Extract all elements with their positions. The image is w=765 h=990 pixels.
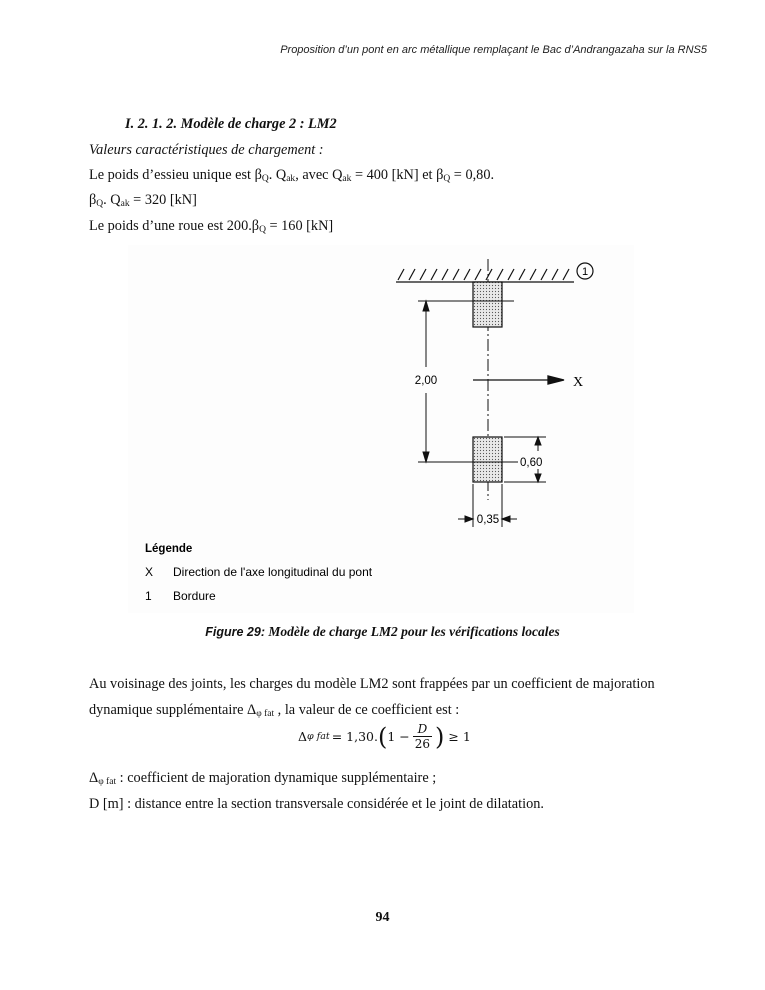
svg-text:1: 1	[581, 266, 589, 278]
page-number: 94	[375, 910, 390, 925]
definition-d: D [m] : distance entre la section transversale considérée et le joint de dilatation.	[89, 796, 544, 812]
running-header: Proposition d’un pont en arc métallique remplaçant le Bac d’Andrangazaha sur la RNS5	[280, 44, 707, 56]
legend-key-x: X	[145, 565, 154, 579]
paragraph-line-2: dynamique supplémentaire $\Delta_{\varphi fat}$ , la valeur de ce coefficient est :	[89, 702, 460, 719]
legend-text-1: Bordure	[173, 589, 216, 603]
wheel-width-label: 0,35	[476, 514, 500, 526]
section-title: I. 2. 1. 2. Modèle de charge 2 : LM2	[125, 116, 337, 132]
wheel-top	[473, 282, 502, 327]
definition-delta: $\Delta_{\varphi fat}$ : coefficient de majoration dynamique supplémentaire ;	[89, 770, 437, 787]
border-hatching	[396, 269, 574, 282]
legend-text-x: Direction de l'axe longitudinal du pont	[173, 565, 373, 579]
legend-key-1: 1	[145, 589, 152, 603]
paragraph-line-1: Au voisinage des joints, les charges du modèle LM2 sont frappées par un coefficient de majoration	[89, 676, 655, 692]
axle-weight-line: Le poids d’essieu unique est $\beta_Q$. $Q_{ak}$, avec $Q_{ak} = 400$ [kN] et $\beta_Q = 0,80$.	[89, 167, 495, 184]
wheel-bottom	[473, 437, 502, 482]
border-marker	[577, 263, 593, 279]
figure-caption: Figure 29: Modèle de charge LM2 pour les vérifications locales	[205, 624, 560, 639]
intro-subtitle: Valeurs caractéristiques de chargement :	[89, 142, 324, 158]
axle-load-line: $\beta_Q$. $Q_{ak} = 320$ [kN]	[89, 192, 197, 209]
axle-spacing-label: 2,00	[414, 375, 438, 387]
wheel-length-label: 0,60	[520, 457, 543, 469]
dynamic-coefficient-formula: Δ φ fat = 1,30. ( 1 − $\frac{D}{26}$ ) ≥ 1	[298, 722, 471, 751]
lm2-figure	[128, 245, 634, 613]
longitudinal-axis-arrow	[473, 376, 564, 384]
axis-x-label: X	[573, 375, 584, 390]
wheel-weight-line: Le poids d’une roue est $200.\beta_Q = 160$ [kN]	[89, 218, 334, 235]
legend-title: Légende	[145, 543, 193, 555]
